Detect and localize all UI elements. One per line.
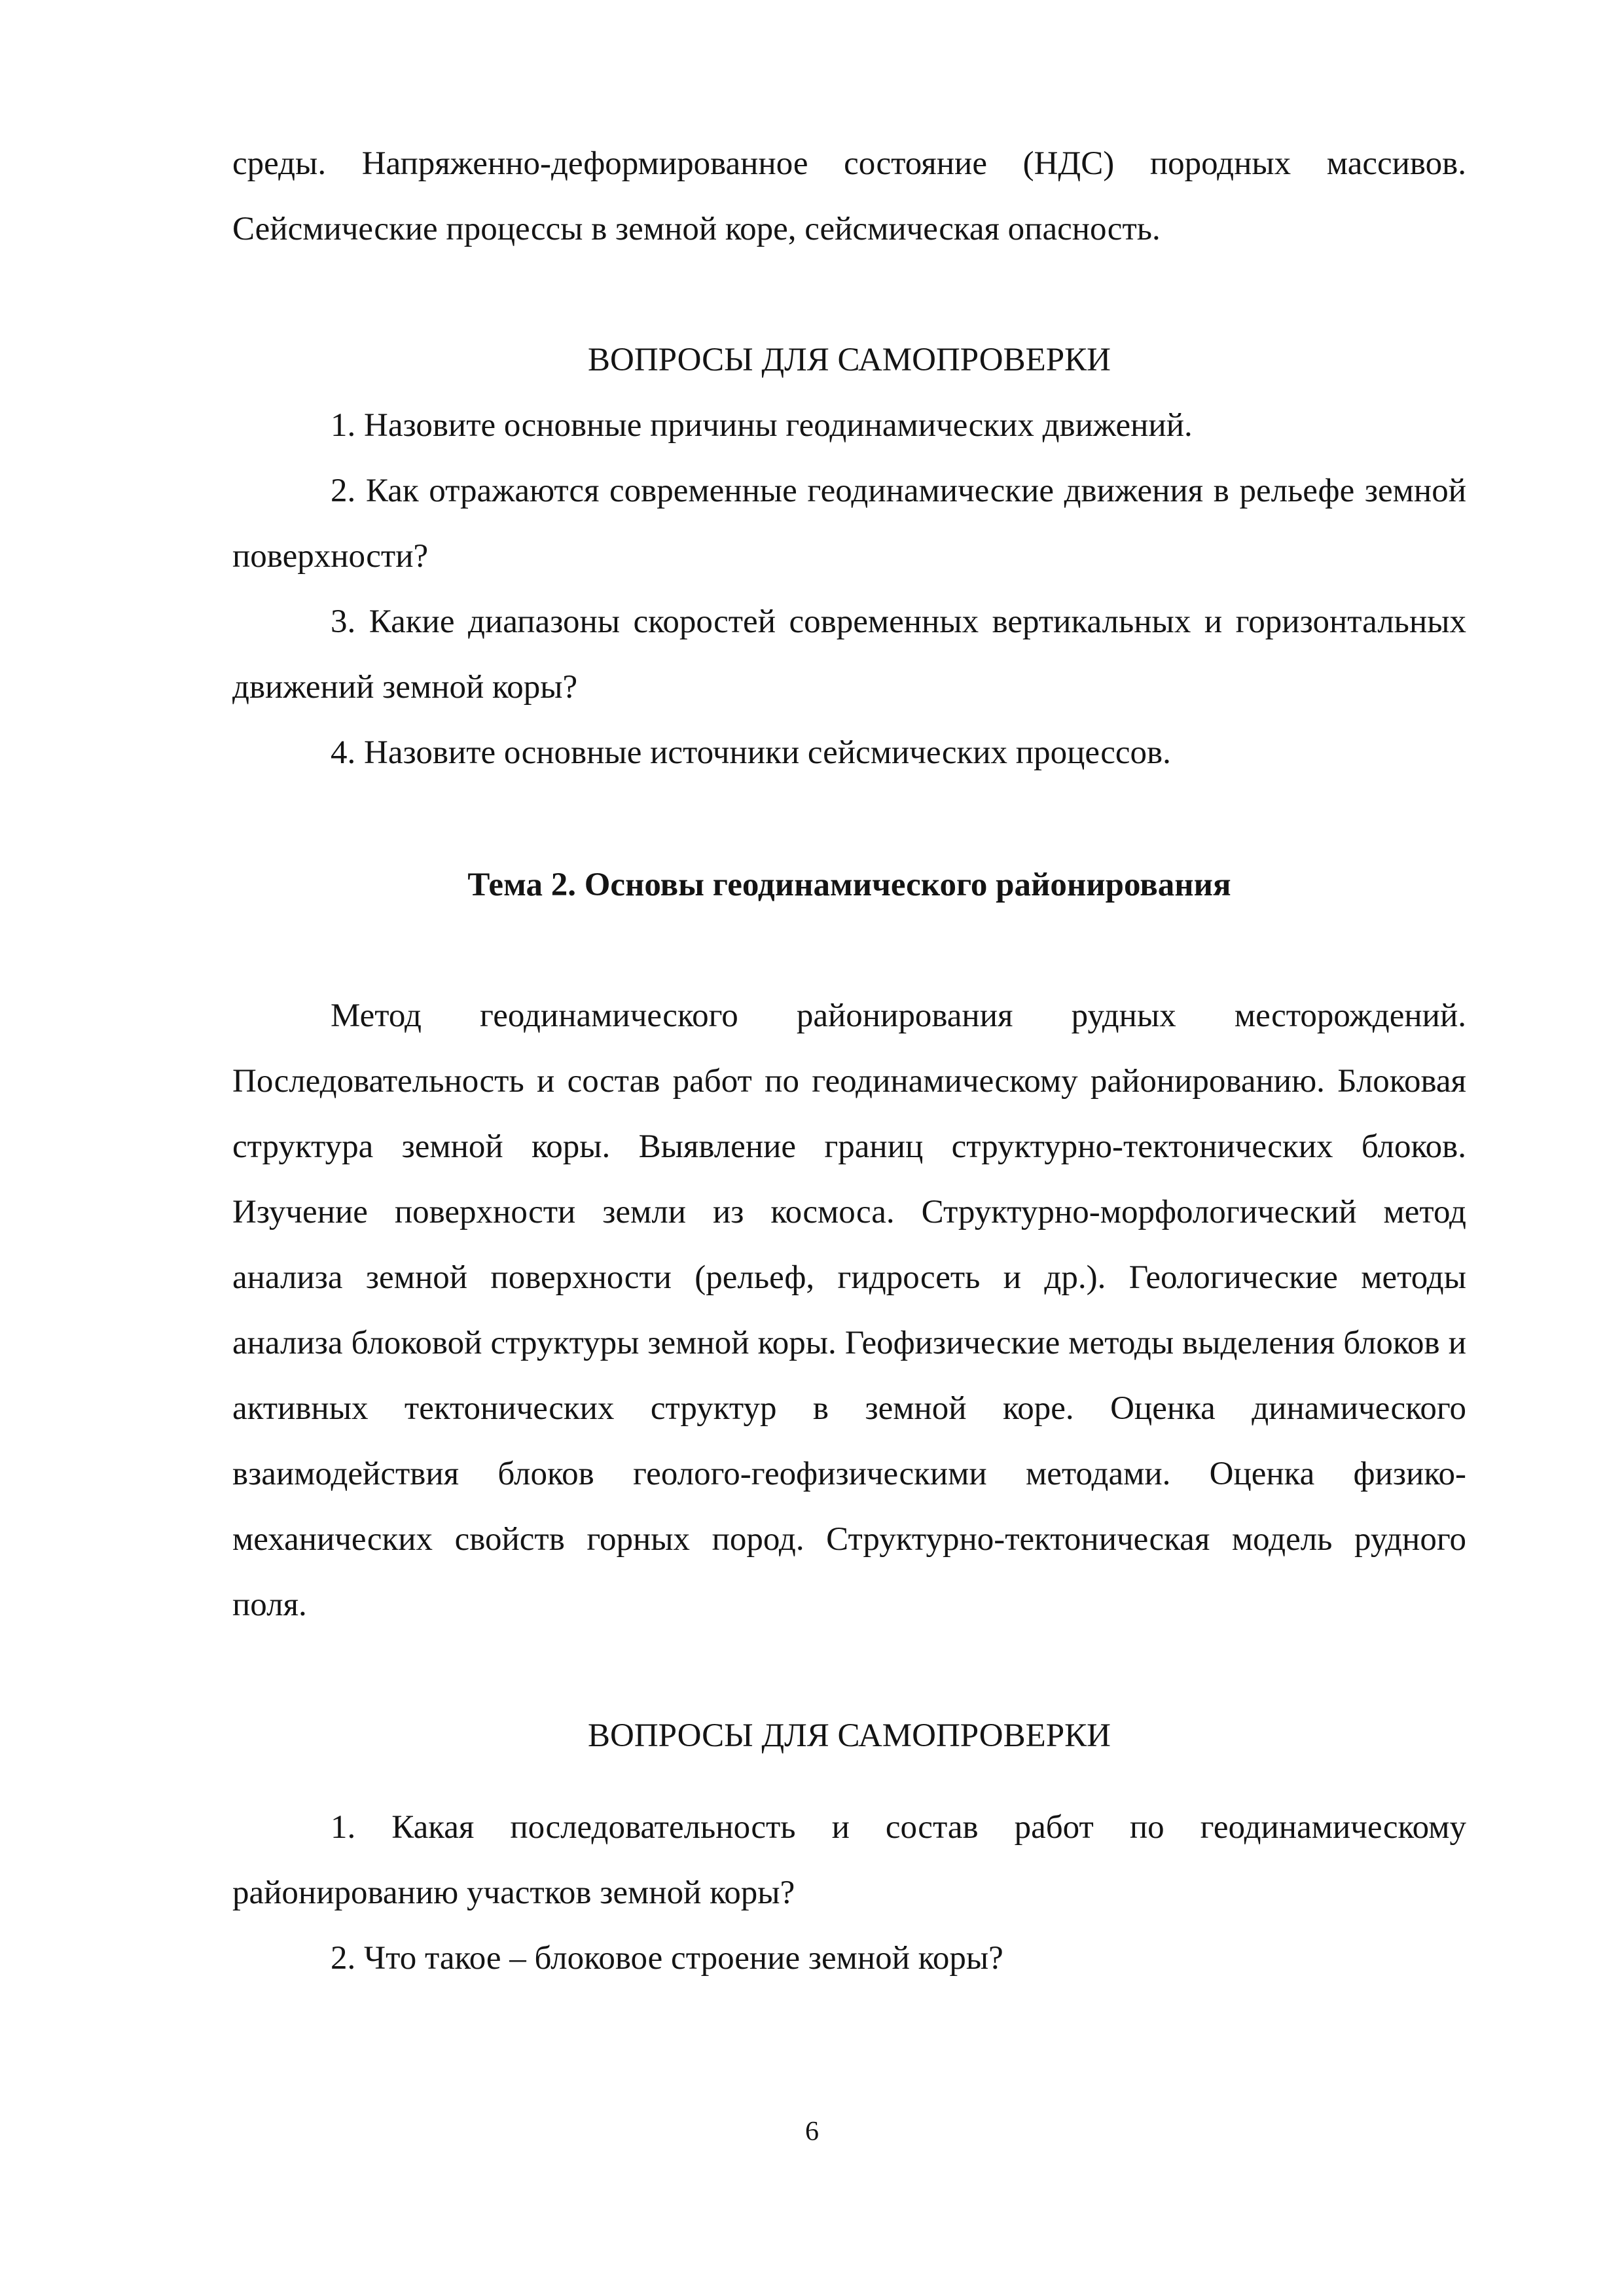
intro-paragraph: среды. Напряженно-деформированное состояние (НДС) породных массивов. Сейсмические процессы в земной коре, сейсмическая опасность. [232,145,1466,247]
topic-heading: Тема 2. Основы геодинамического районирования [467,867,1231,903]
self-check-list-2 [232,1795,1466,1991]
question-item: 2. Как отражаются современные геодинамические движения в рельефе земной поверхности? [232,473,1466,575]
spacer [232,1638,1466,1703]
question-item: 4. Назовите основные источники сейсмических процессов. [331,734,1171,771]
page-number: 6 [805,2117,819,2147]
self-check-heading-1: ВОПРОСЫ ДЛЯ САМОПРОВЕРКИ [587,342,1111,378]
question-item: 1. Назовите основные причины геодинамических движений. [331,407,1193,444]
spacer [232,1768,1466,1795]
topic-paragraph: Метод геодинамического районирования рудных месторождений. Последовательность и состав работ по геодинамическому районированию. Блоковая структура земной коры. Выявление границ структурно-тектонических блоков. Изучение поверхности земли из космоса. Структурно-морфологический метод анализа земной поверхности (рельеф, гидросеть и др.). Геологические методы анализа блоковой структуры земной коры. Геофизические методы выделения блоков и активных тектонических структур в земной коре. Оценка динамического взаимодействия блоков геолого-геофизическими методами. Оценка физико-механических свойств горных пород. Структурно-тектоническая модель рудного поля. [232,997,1466,1623]
self-check-heading-2: ВОПРОСЫ ДЛЯ САМОПРОВЕРКИ [587,1717,1111,1754]
question-item: 2. Что такое – блоковое строение земной коры? [331,1940,1003,1977]
self-check-list-1 [232,393,1466,785]
question-item: 1. Какая последовательность и состав работ по геодинамическому районированию участков земной коры? [232,1809,1466,1911]
spacer [232,785,1466,852]
spacer [232,918,1466,983]
spacer [232,262,1466,327]
question-item: 3. Какие диапазоны скоростей современных вертикальных и горизонтальных движений земной коры? [232,603,1466,706]
document-page [232,131,1466,1991]
